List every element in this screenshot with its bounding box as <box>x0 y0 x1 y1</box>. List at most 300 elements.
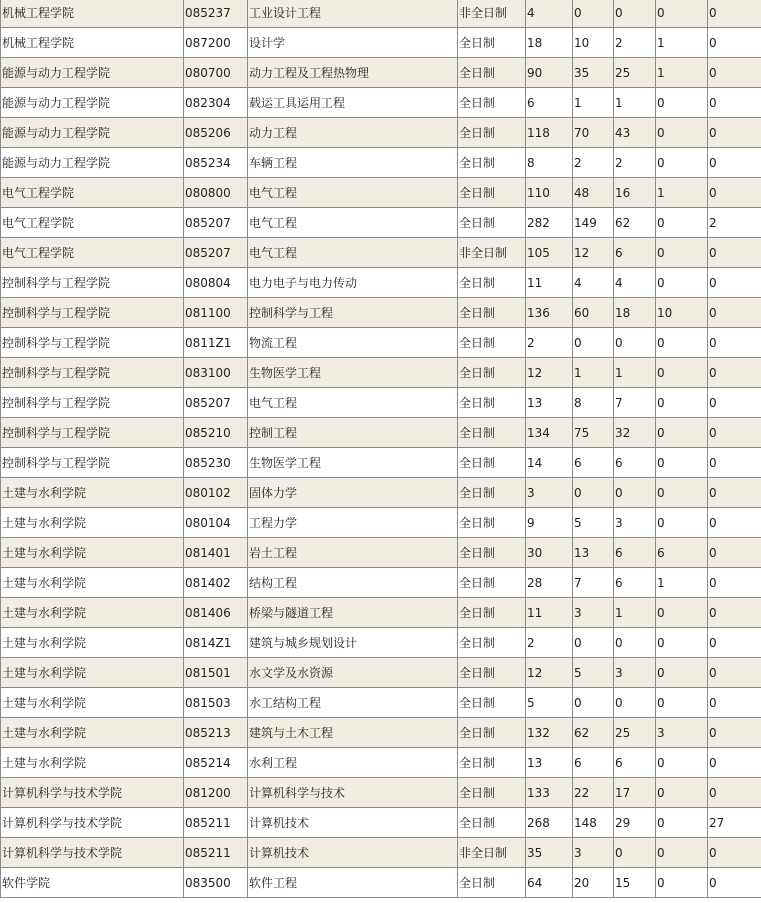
school-cell: 能源与动力工程学院 <box>1 148 184 178</box>
count-cell-2: 0 <box>573 628 614 658</box>
major-code-cell: 085234 <box>184 148 248 178</box>
table-body <box>1 0 761 898</box>
table-row <box>1 838 761 868</box>
study-mode-cell: 全日制 <box>458 58 526 88</box>
count-cell-1: 268 <box>526 808 573 838</box>
major-code-cell: 083100 <box>184 358 248 388</box>
count-cell-2: 12 <box>573 238 614 268</box>
count-cell-4: 3 <box>656 718 708 748</box>
count-cell-5: 0 <box>708 508 761 538</box>
table-row <box>1 358 761 388</box>
count-cell-2: 48 <box>573 178 614 208</box>
count-cell-1: 132 <box>526 718 573 748</box>
count-cell-2: 75 <box>573 418 614 448</box>
count-cell-5: 0 <box>708 238 761 268</box>
count-cell-3: 2 <box>614 148 656 178</box>
count-cell-5: 0 <box>708 0 761 28</box>
count-cell-3: 32 <box>614 418 656 448</box>
study-mode-cell: 全日制 <box>458 388 526 418</box>
count-cell-5: 0 <box>708 178 761 208</box>
table-row <box>1 448 761 478</box>
study-mode-cell: 全日制 <box>458 328 526 358</box>
count-cell-5: 0 <box>708 658 761 688</box>
count-cell-2: 6 <box>573 748 614 778</box>
count-cell-3: 0 <box>614 838 656 868</box>
count-cell-1: 105 <box>526 238 573 268</box>
school-cell: 能源与动力工程学院 <box>1 58 184 88</box>
major-code-cell: 081100 <box>184 298 248 328</box>
major-name-cell: 水文学及水资源 <box>248 658 458 688</box>
school-cell: 控制科学与工程学院 <box>1 328 184 358</box>
count-cell-2: 70 <box>573 118 614 148</box>
count-cell-3: 25 <box>614 58 656 88</box>
major-name-cell: 物流工程 <box>248 328 458 358</box>
study-mode-cell: 全日制 <box>458 358 526 388</box>
count-cell-2: 35 <box>573 58 614 88</box>
count-cell-3: 6 <box>614 538 656 568</box>
table-row <box>1 28 761 58</box>
count-cell-1: 5 <box>526 688 573 718</box>
study-mode-cell: 非全日制 <box>458 0 526 28</box>
count-cell-3: 0 <box>614 478 656 508</box>
count-cell-3: 15 <box>614 868 656 898</box>
count-cell-4: 6 <box>656 538 708 568</box>
count-cell-2: 22 <box>573 778 614 808</box>
study-mode-cell: 全日制 <box>458 148 526 178</box>
count-cell-4: 0 <box>656 688 708 718</box>
count-cell-4: 0 <box>656 508 708 538</box>
count-cell-2: 4 <box>573 268 614 298</box>
school-cell: 计算机科学与技术学院 <box>1 838 184 868</box>
major-name-cell: 载运工具运用工程 <box>248 88 458 118</box>
count-cell-1: 133 <box>526 778 573 808</box>
count-cell-1: 2 <box>526 628 573 658</box>
count-cell-5: 0 <box>708 568 761 598</box>
count-cell-1: 8 <box>526 148 573 178</box>
school-cell: 土建与水利学院 <box>1 688 184 718</box>
study-mode-cell: 全日制 <box>458 538 526 568</box>
school-cell: 土建与水利学院 <box>1 508 184 538</box>
major-name-cell: 电气工程 <box>248 238 458 268</box>
count-cell-5: 0 <box>708 388 761 418</box>
count-cell-5: 0 <box>708 448 761 478</box>
count-cell-3: 18 <box>614 298 656 328</box>
count-cell-4: 0 <box>656 748 708 778</box>
count-cell-4: 0 <box>656 478 708 508</box>
school-cell: 土建与水利学院 <box>1 538 184 568</box>
count-cell-3: 1 <box>614 358 656 388</box>
count-cell-5: 0 <box>708 688 761 718</box>
count-cell-2: 0 <box>573 328 614 358</box>
count-cell-2: 2 <box>573 148 614 178</box>
count-cell-4: 0 <box>656 0 708 28</box>
major-name-cell: 车辆工程 <box>248 148 458 178</box>
count-cell-3: 0 <box>614 688 656 718</box>
count-cell-1: 118 <box>526 118 573 148</box>
count-cell-2: 149 <box>573 208 614 238</box>
count-cell-4: 1 <box>656 58 708 88</box>
count-cell-4: 0 <box>656 118 708 148</box>
table-row <box>1 0 761 28</box>
count-cell-2: 3 <box>573 598 614 628</box>
major-code-cell: 082304 <box>184 88 248 118</box>
table-row <box>1 298 761 328</box>
major-name-cell: 结构工程 <box>248 568 458 598</box>
major-code-cell: 0814Z1 <box>184 628 248 658</box>
count-cell-4: 0 <box>656 868 708 898</box>
major-code-cell: 085210 <box>184 418 248 448</box>
school-cell: 控制科学与工程学院 <box>1 448 184 478</box>
count-cell-1: 3 <box>526 478 573 508</box>
major-code-cell: 080800 <box>184 178 248 208</box>
count-cell-5: 0 <box>708 58 761 88</box>
major-code-cell: 087200 <box>184 28 248 58</box>
major-name-cell: 工业设计工程 <box>248 0 458 28</box>
study-mode-cell: 全日制 <box>458 418 526 448</box>
count-cell-2: 0 <box>573 0 614 28</box>
school-cell: 电气工程学院 <box>1 178 184 208</box>
count-cell-4: 0 <box>656 658 708 688</box>
count-cell-4: 0 <box>656 448 708 478</box>
count-cell-2: 60 <box>573 298 614 328</box>
major-code-cell: 083500 <box>184 868 248 898</box>
count-cell-5: 0 <box>708 868 761 898</box>
count-cell-2: 5 <box>573 508 614 538</box>
major-name-cell: 控制工程 <box>248 418 458 448</box>
major-name-cell: 水利工程 <box>248 748 458 778</box>
count-cell-2: 1 <box>573 88 614 118</box>
major-code-cell: 085207 <box>184 238 248 268</box>
count-cell-2: 10 <box>573 28 614 58</box>
count-cell-5: 0 <box>708 28 761 58</box>
major-name-cell: 动力工程 <box>248 118 458 148</box>
table-row <box>1 748 761 778</box>
count-cell-3: 43 <box>614 118 656 148</box>
count-cell-4: 0 <box>656 598 708 628</box>
major-code-cell: 081503 <box>184 688 248 718</box>
count-cell-5: 0 <box>708 778 761 808</box>
major-code-cell: 081501 <box>184 658 248 688</box>
count-cell-5: 0 <box>708 418 761 448</box>
major-code-cell: 085230 <box>184 448 248 478</box>
major-code-cell: 085237 <box>184 0 248 28</box>
study-mode-cell: 全日制 <box>458 598 526 628</box>
count-cell-3: 3 <box>614 508 656 538</box>
school-cell: 能源与动力工程学院 <box>1 118 184 148</box>
study-mode-cell: 全日制 <box>458 178 526 208</box>
school-cell: 控制科学与工程学院 <box>1 358 184 388</box>
count-cell-4: 0 <box>656 358 708 388</box>
count-cell-3: 1 <box>614 598 656 628</box>
study-mode-cell: 全日制 <box>458 88 526 118</box>
major-name-cell: 水工结构工程 <box>248 688 458 718</box>
count-cell-3: 0 <box>614 0 656 28</box>
major-name-cell: 电气工程 <box>248 208 458 238</box>
count-cell-2: 3 <box>573 838 614 868</box>
count-cell-5: 0 <box>708 628 761 658</box>
major-code-cell: 081401 <box>184 538 248 568</box>
school-cell: 机械工程学院 <box>1 0 184 28</box>
count-cell-3: 6 <box>614 748 656 778</box>
major-code-cell: 080700 <box>184 58 248 88</box>
count-cell-5: 0 <box>708 268 761 298</box>
count-cell-1: 136 <box>526 298 573 328</box>
count-cell-1: 11 <box>526 598 573 628</box>
count-cell-4: 0 <box>656 208 708 238</box>
table-row <box>1 628 761 658</box>
count-cell-2: 13 <box>573 538 614 568</box>
table-row <box>1 598 761 628</box>
count-cell-5: 27 <box>708 808 761 838</box>
count-cell-3: 2 <box>614 28 656 58</box>
count-cell-5: 0 <box>708 88 761 118</box>
count-cell-1: 35 <box>526 838 573 868</box>
table-row <box>1 478 761 508</box>
count-cell-4: 0 <box>656 628 708 658</box>
school-cell: 软件学院 <box>1 868 184 898</box>
count-cell-4: 0 <box>656 778 708 808</box>
count-cell-4: 1 <box>656 178 708 208</box>
count-cell-3: 6 <box>614 448 656 478</box>
count-cell-1: 30 <box>526 538 573 568</box>
count-cell-1: 2 <box>526 328 573 358</box>
count-cell-4: 0 <box>656 328 708 358</box>
study-mode-cell: 全日制 <box>458 478 526 508</box>
table-row <box>1 868 761 898</box>
count-cell-2: 1 <box>573 358 614 388</box>
count-cell-3: 7 <box>614 388 656 418</box>
table-row <box>1 658 761 688</box>
table-row <box>1 178 761 208</box>
count-cell-5: 0 <box>708 118 761 148</box>
count-cell-2: 0 <box>573 688 614 718</box>
table-row <box>1 538 761 568</box>
count-cell-3: 1 <box>614 88 656 118</box>
count-cell-4: 0 <box>656 838 708 868</box>
school-cell: 土建与水利学院 <box>1 478 184 508</box>
table-row <box>1 688 761 718</box>
count-cell-2: 8 <box>573 388 614 418</box>
school-cell: 机械工程学院 <box>1 28 184 58</box>
count-cell-3: 17 <box>614 778 656 808</box>
major-name-cell: 建筑与城乡规划设计 <box>248 628 458 658</box>
count-cell-2: 62 <box>573 718 614 748</box>
count-cell-3: 3 <box>614 658 656 688</box>
count-cell-1: 90 <box>526 58 573 88</box>
table-row <box>1 418 761 448</box>
count-cell-1: 110 <box>526 178 573 208</box>
major-name-cell: 设计学 <box>248 28 458 58</box>
count-cell-4: 1 <box>656 568 708 598</box>
table-row <box>1 778 761 808</box>
major-name-cell: 工程力学 <box>248 508 458 538</box>
table-row <box>1 328 761 358</box>
count-cell-1: 4 <box>526 0 573 28</box>
study-mode-cell: 全日制 <box>458 778 526 808</box>
count-cell-5: 0 <box>708 478 761 508</box>
major-code-cell: 085207 <box>184 388 248 418</box>
table-row <box>1 58 761 88</box>
count-cell-3: 0 <box>614 628 656 658</box>
school-cell: 土建与水利学院 <box>1 718 184 748</box>
count-cell-5: 2 <box>708 208 761 238</box>
count-cell-1: 64 <box>526 868 573 898</box>
major-name-cell: 岩土工程 <box>248 538 458 568</box>
table-row <box>1 88 761 118</box>
major-name-cell: 控制科学与工程 <box>248 298 458 328</box>
study-mode-cell: 全日制 <box>458 658 526 688</box>
study-mode-cell: 非全日制 <box>458 838 526 868</box>
table-row <box>1 388 761 418</box>
major-code-cell: 081200 <box>184 778 248 808</box>
count-cell-1: 134 <box>526 418 573 448</box>
school-cell: 电气工程学院 <box>1 208 184 238</box>
school-cell: 电气工程学院 <box>1 238 184 268</box>
count-cell-2: 20 <box>573 868 614 898</box>
count-cell-2: 6 <box>573 448 614 478</box>
count-cell-4: 0 <box>656 418 708 448</box>
major-name-cell: 固体力学 <box>248 478 458 508</box>
major-code-cell: 085207 <box>184 208 248 238</box>
school-cell: 控制科学与工程学院 <box>1 418 184 448</box>
count-cell-2: 0 <box>573 478 614 508</box>
count-cell-5: 0 <box>708 148 761 178</box>
count-cell-4: 0 <box>656 268 708 298</box>
count-cell-4: 0 <box>656 808 708 838</box>
major-name-cell: 生物医学工程 <box>248 448 458 478</box>
table-row <box>1 568 761 598</box>
major-code-cell: 085206 <box>184 118 248 148</box>
major-name-cell: 动力工程及工程热物理 <box>248 58 458 88</box>
study-mode-cell: 全日制 <box>458 208 526 238</box>
table-row <box>1 238 761 268</box>
count-cell-1: 12 <box>526 658 573 688</box>
major-name-cell: 电力电子与电力传动 <box>248 268 458 298</box>
major-name-cell: 建筑与土木工程 <box>248 718 458 748</box>
major-code-cell: 0811Z1 <box>184 328 248 358</box>
study-mode-cell: 全日制 <box>458 118 526 148</box>
count-cell-5: 0 <box>708 328 761 358</box>
major-code-cell: 085211 <box>184 808 248 838</box>
count-cell-1: 282 <box>526 208 573 238</box>
study-mode-cell: 全日制 <box>458 688 526 718</box>
major-code-cell: 080804 <box>184 268 248 298</box>
major-name-cell: 计算机科学与技术 <box>248 778 458 808</box>
school-cell: 土建与水利学院 <box>1 568 184 598</box>
table-row <box>1 118 761 148</box>
count-cell-1: 14 <box>526 448 573 478</box>
count-cell-1: 6 <box>526 88 573 118</box>
count-cell-1: 13 <box>526 388 573 418</box>
table-row <box>1 268 761 298</box>
major-name-cell: 计算机技术 <box>248 838 458 868</box>
count-cell-1: 9 <box>526 508 573 538</box>
school-cell: 计算机科学与技术学院 <box>1 808 184 838</box>
count-cell-5: 0 <box>708 358 761 388</box>
count-cell-1: 18 <box>526 28 573 58</box>
study-mode-cell: 全日制 <box>458 868 526 898</box>
count-cell-1: 28 <box>526 568 573 598</box>
major-code-cell: 085213 <box>184 718 248 748</box>
school-cell: 土建与水利学院 <box>1 628 184 658</box>
count-cell-4: 0 <box>656 238 708 268</box>
study-mode-cell: 全日制 <box>458 628 526 658</box>
study-mode-cell: 全日制 <box>458 268 526 298</box>
school-cell: 土建与水利学院 <box>1 748 184 778</box>
school-cell: 能源与动力工程学院 <box>1 88 184 118</box>
count-cell-3: 6 <box>614 568 656 598</box>
count-cell-4: 10 <box>656 298 708 328</box>
study-mode-cell: 全日制 <box>458 748 526 778</box>
count-cell-3: 4 <box>614 268 656 298</box>
count-cell-1: 11 <box>526 268 573 298</box>
major-code-cell: 081406 <box>184 598 248 628</box>
study-mode-cell: 全日制 <box>458 448 526 478</box>
count-cell-4: 0 <box>656 88 708 118</box>
count-cell-3: 6 <box>614 238 656 268</box>
major-name-cell: 软件工程 <box>248 868 458 898</box>
table-row <box>1 148 761 178</box>
count-cell-3: 16 <box>614 178 656 208</box>
count-cell-5: 0 <box>708 598 761 628</box>
count-cell-2: 5 <box>573 658 614 688</box>
study-mode-cell: 全日制 <box>458 808 526 838</box>
table-row <box>1 508 761 538</box>
count-cell-3: 62 <box>614 208 656 238</box>
major-name-cell: 电气工程 <box>248 388 458 418</box>
count-cell-1: 13 <box>526 748 573 778</box>
count-cell-4: 0 <box>656 148 708 178</box>
table-row <box>1 808 761 838</box>
count-cell-3: 0 <box>614 328 656 358</box>
study-mode-cell: 全日制 <box>458 298 526 328</box>
count-cell-1: 12 <box>526 358 573 388</box>
count-cell-4: 1 <box>656 28 708 58</box>
major-code-cell: 080102 <box>184 478 248 508</box>
count-cell-2: 7 <box>573 568 614 598</box>
school-cell: 土建与水利学院 <box>1 598 184 628</box>
study-mode-cell: 全日制 <box>458 28 526 58</box>
count-cell-4: 0 <box>656 388 708 418</box>
school-cell: 土建与水利学院 <box>1 658 184 688</box>
count-cell-5: 0 <box>708 748 761 778</box>
major-code-cell: 081402 <box>184 568 248 598</box>
study-mode-cell: 全日制 <box>458 568 526 598</box>
school-cell: 控制科学与工程学院 <box>1 298 184 328</box>
major-code-cell: 080104 <box>184 508 248 538</box>
major-code-cell: 085211 <box>184 838 248 868</box>
major-name-cell: 桥梁与隧道工程 <box>248 598 458 628</box>
table-row <box>1 718 761 748</box>
study-mode-cell: 非全日制 <box>458 238 526 268</box>
school-cell: 控制科学与工程学院 <box>1 388 184 418</box>
count-cell-5: 0 <box>708 838 761 868</box>
count-cell-5: 0 <box>708 538 761 568</box>
major-name-cell: 计算机技术 <box>248 808 458 838</box>
major-name-cell: 电气工程 <box>248 178 458 208</box>
count-cell-2: 148 <box>573 808 614 838</box>
school-cell: 控制科学与工程学院 <box>1 268 184 298</box>
count-cell-3: 29 <box>614 808 656 838</box>
study-mode-cell: 全日制 <box>458 718 526 748</box>
count-cell-5: 0 <box>708 298 761 328</box>
count-cell-3: 25 <box>614 718 656 748</box>
school-cell: 计算机科学与技术学院 <box>1 778 184 808</box>
major-code-cell: 085214 <box>184 748 248 778</box>
count-cell-5: 0 <box>708 718 761 748</box>
table-row <box>1 208 761 238</box>
study-mode-cell: 全日制 <box>458 508 526 538</box>
